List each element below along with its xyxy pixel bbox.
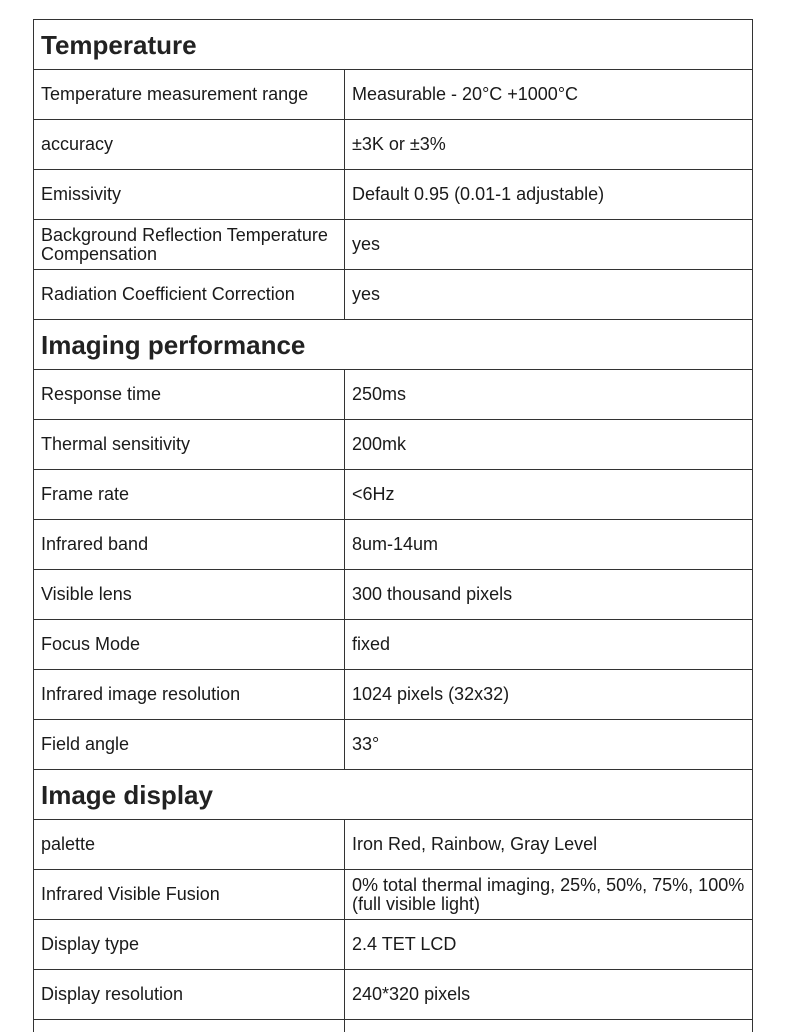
section-header-image-display — [34, 770, 753, 820]
table-row — [34, 670, 753, 720]
table-row — [34, 420, 753, 470]
spec-label: Field angle — [34, 720, 345, 770]
table-row — [34, 220, 753, 270]
spec-label: Infrared image resolution — [34, 670, 345, 720]
spec-value: yes — [345, 270, 753, 320]
table-row — [34, 470, 753, 520]
spec-label: Temperature measurement range — [34, 70, 345, 120]
table-row — [34, 970, 753, 1020]
spec-label: Background Reflection Temperature Compensation — [34, 220, 345, 270]
spec-label-empty — [34, 1020, 345, 1032]
spec-value: 250ms — [345, 370, 753, 420]
table-row — [34, 520, 753, 570]
spec-label: palette — [34, 820, 345, 870]
section-title: Imaging performance — [34, 320, 753, 370]
table-row — [34, 270, 753, 320]
spec-table — [33, 19, 753, 1032]
spec-value: <6Hz — [345, 470, 753, 520]
spec-label: Display resolution — [34, 970, 345, 1020]
spec-label: Visible lens — [34, 570, 345, 620]
spec-value: 2.4 TET LCD — [345, 920, 753, 970]
spec-value: ±3K or ±3% — [345, 120, 753, 170]
spec-value-empty — [345, 1020, 753, 1032]
spec-label: accuracy — [34, 120, 345, 170]
spec-value: 33° — [345, 720, 753, 770]
table-row — [34, 870, 753, 920]
spec-value: Default 0.95 (0.01-1 adjustable) — [345, 170, 753, 220]
spec-label: Display type — [34, 920, 345, 970]
spec-label: Infrared Visible Fusion — [34, 870, 345, 920]
spec-label: Focus Mode — [34, 620, 345, 670]
table-row — [34, 170, 753, 220]
section-header-temperature — [34, 20, 753, 70]
spec-label: Radiation Coefficient Correction — [34, 270, 345, 320]
spec-value: 200mk — [345, 420, 753, 470]
section-title: Image display — [34, 770, 753, 820]
spec-value: 1024 pixels (32x32) — [345, 670, 753, 720]
table-row-partial — [34, 1020, 753, 1032]
spec-value: 8um-14um — [345, 520, 753, 570]
spec-value: 240*320 pixels — [345, 970, 753, 1020]
spec-value: fixed — [345, 620, 753, 670]
spec-value: yes — [345, 220, 753, 270]
spec-label: Infrared band — [34, 520, 345, 570]
spec-value: 0% total thermal imaging, 25%, 50%, 75%, 100%(full visible light) — [345, 870, 753, 920]
section-title: Temperature — [34, 20, 753, 70]
table-row — [34, 570, 753, 620]
spec-value: 300 thousand pixels — [345, 570, 753, 620]
table-row — [34, 120, 753, 170]
section-header-imaging-performance — [34, 320, 753, 370]
table-row — [34, 820, 753, 870]
spec-label: Emissivity — [34, 170, 345, 220]
table-row — [34, 620, 753, 670]
table-row — [34, 370, 753, 420]
table-row — [34, 920, 753, 970]
spec-label: Response time — [34, 370, 345, 420]
table-row — [34, 720, 753, 770]
spec-label: Thermal sensitivity — [34, 420, 345, 470]
spec-value: Iron Red, Rainbow, Gray Level — [345, 820, 753, 870]
spec-label: Frame rate — [34, 470, 345, 520]
spec-value: Measurable - 20°C +1000°C — [345, 70, 753, 120]
table-row — [34, 70, 753, 120]
